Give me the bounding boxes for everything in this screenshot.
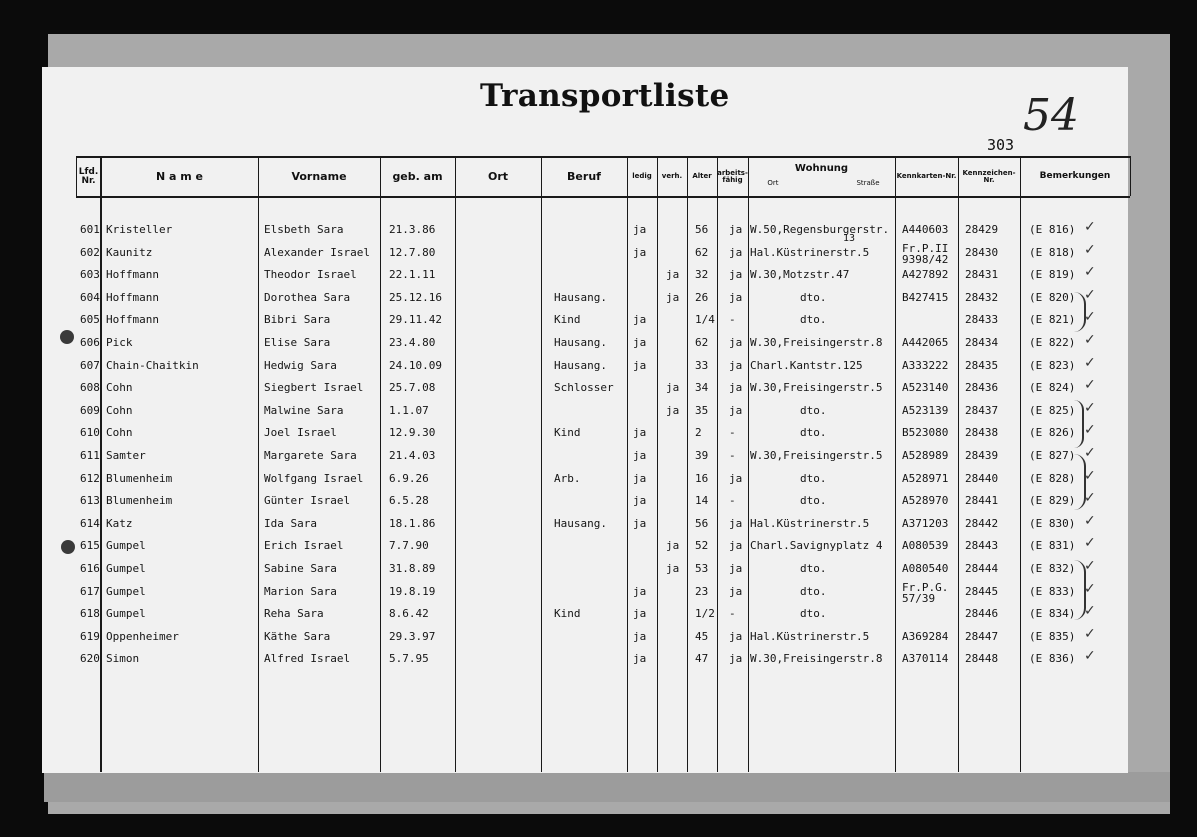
row-geb-am: 12.7.80	[389, 246, 436, 259]
table-rule-header	[76, 196, 1130, 198]
header-wohnung: Wohnung	[794, 162, 849, 174]
check-mark-icon: ✓	[1084, 603, 1096, 619]
row-arbeitsfaehig: ja	[729, 246, 743, 259]
header-ledig: ledig	[632, 172, 652, 181]
header-verh: verh.	[661, 172, 683, 181]
row-name: Gumpel	[106, 562, 146, 575]
row-kennzeichen-nr: 28443	[965, 539, 999, 552]
row-kennkarten-nr: A523139	[902, 404, 949, 417]
row-vorname: Joel Israel	[264, 426, 337, 439]
row-arbeitsfaehig: ja	[729, 291, 743, 304]
column-rule	[100, 156, 101, 772]
header-bemerkungen: Bemerkungen	[1039, 171, 1111, 182]
row-kennzeichen-nr: 28440	[965, 472, 999, 485]
page-number-handwritten: 54	[1023, 90, 1079, 141]
row-arbeitsfaehig: ja	[729, 381, 743, 394]
row-arbeitsfaehig: ja	[729, 562, 743, 575]
row-wohnung: dto.	[800, 494, 827, 507]
row-alter: 56	[695, 517, 709, 530]
row-alter: 14	[695, 494, 709, 507]
row-verh: ja	[666, 404, 680, 417]
row-kennzeichen-nr: 28435	[965, 359, 999, 372]
row-kennzeichen-nr: 28442	[965, 517, 999, 530]
row-ledig: ja	[633, 652, 647, 665]
row-vorname: Hedwig Sara	[264, 359, 337, 372]
row-wohnung: Charl.Savignyplatz 4	[750, 539, 883, 552]
row-arbeitsfaehig: ja	[729, 404, 743, 417]
row-arbeitsfaehig: -	[729, 494, 736, 507]
header-vorname: Vorname	[291, 170, 347, 184]
row-kennzeichen-nr: 28434	[965, 336, 999, 349]
row-beruf: Hausang.	[554, 359, 607, 372]
row-ledig: ja	[633, 223, 647, 236]
row-arbeitsfaehig: ja	[729, 630, 743, 643]
check-mark-icon: ✓	[1084, 355, 1096, 371]
row-alter: 2	[695, 426, 702, 439]
row-wohnung: Hal.Küstrinerstr.5	[750, 246, 870, 259]
row-kennkarten-nr: B523080	[902, 426, 949, 439]
row-ledig: ja	[633, 336, 647, 349]
row-bemerkungen: (E 834)	[1029, 607, 1076, 620]
header-kennzeichen-nr: Kennzeichen- Nr.	[962, 168, 1016, 184]
row-wohnung-cont: 13	[843, 233, 856, 244]
check-mark-icon: ✓	[1084, 558, 1096, 574]
row-wohnung: Charl.Kantstr.125	[750, 359, 863, 372]
row-kennkarten-nr: A528970	[902, 494, 949, 507]
row-kennzeichen-nr: 28432	[965, 291, 999, 304]
header-kennkarten-nr: Kennkarten-Nr.	[896, 172, 957, 181]
row-name: Hoffmann	[106, 291, 159, 304]
check-mark-icon: ✓	[1084, 219, 1096, 235]
row-ledig: ja	[633, 472, 647, 485]
row-alter: 47	[695, 652, 709, 665]
row-wohnung: Hal.Küstrinerstr.5	[750, 517, 870, 530]
row-bemerkungen: (E 829)	[1029, 494, 1076, 507]
row-vorname: Marion Sara	[264, 585, 337, 598]
row-ledig: ja	[633, 494, 647, 507]
row-arbeitsfaehig: -	[729, 313, 736, 326]
column-rule	[748, 156, 749, 772]
row-ledig: ja	[633, 585, 647, 598]
row-vorname: Günter Israel	[264, 494, 351, 507]
document-title: Transportliste	[480, 78, 730, 114]
row-wohnung: W.30,Freisingerstr.5	[750, 449, 883, 462]
row-arbeitsfaehig: ja	[729, 652, 743, 665]
row-kennkarten-nr: B427415	[902, 291, 949, 304]
row-arbeitsfaehig: ja	[729, 359, 743, 372]
column-rule	[687, 156, 688, 772]
row-geb-am: 29.11.42	[389, 313, 442, 326]
row-lfd-nr: 606	[80, 336, 100, 349]
row-lfd-nr: 615	[80, 539, 100, 552]
row-kennkarten-nr-cont: 9398/42	[902, 253, 949, 266]
row-vorname: Elsbeth Sara	[264, 223, 344, 236]
row-kennzeichen-nr: 28446	[965, 607, 999, 620]
check-mark-icon: ✓	[1084, 626, 1096, 642]
row-vorname: Bibri Sara	[264, 313, 331, 326]
header-wohnung-strasse: Straße	[856, 179, 880, 188]
header-arbeitsfaehig: arbeits- fähig	[717, 168, 748, 184]
row-beruf: Kind	[554, 313, 581, 326]
row-lfd-nr: 613	[80, 494, 100, 507]
check-mark-icon: ✓	[1084, 422, 1096, 438]
row-name: Katz	[106, 517, 133, 530]
row-geb-am: 8.6.42	[389, 607, 429, 620]
row-bemerkungen: (E 831)	[1029, 539, 1076, 552]
header-name: N a m e	[155, 170, 204, 184]
row-bemerkungen: (E 820)	[1029, 291, 1076, 304]
row-arbeitsfaehig: -	[729, 426, 736, 439]
header-geb-am: geb. am	[392, 170, 443, 184]
row-lfd-nr: 603	[80, 268, 100, 281]
row-vorname: Malwine Sara	[264, 404, 344, 417]
row-kennkarten-nr: A371203	[902, 517, 949, 530]
check-mark-icon: ✓	[1084, 513, 1096, 529]
row-kennzeichen-nr: 28430	[965, 246, 999, 259]
row-wohnung: dto.	[800, 426, 827, 439]
row-wohnung: W.50,Regensburgerstr.	[750, 223, 890, 236]
row-ledig: ja	[633, 607, 647, 620]
row-arbeitsfaehig: ja	[729, 336, 743, 349]
row-lfd-nr: 620	[80, 652, 100, 665]
row-lfd-nr: 608	[80, 381, 100, 394]
column-rule	[258, 156, 259, 772]
row-name: Gumpel	[106, 585, 146, 598]
row-beruf: Kind	[554, 607, 581, 620]
row-arbeitsfaehig: -	[729, 607, 736, 620]
row-kennzeichen-nr: 28437	[965, 404, 999, 417]
row-wohnung: dto.	[800, 291, 827, 304]
row-vorname: Alexander Israel	[264, 246, 370, 259]
row-geb-am: 24.10.09	[389, 359, 442, 372]
row-bemerkungen: (E 830)	[1029, 517, 1076, 530]
row-name: Pick	[106, 336, 133, 349]
row-bemerkungen: (E 816)	[1029, 223, 1076, 236]
row-kennzeichen-nr: 28444	[965, 562, 999, 575]
row-arbeitsfaehig: ja	[729, 268, 743, 281]
row-kennzeichen-nr: 28438	[965, 426, 999, 439]
row-alter: 62	[695, 336, 709, 349]
row-name: Hoffmann	[106, 268, 159, 281]
row-ledig: ja	[633, 449, 647, 462]
row-name: Cohn	[106, 381, 133, 394]
row-wohnung: dto.	[800, 472, 827, 485]
row-geb-am: 29.3.97	[389, 630, 436, 643]
row-verh: ja	[666, 381, 680, 394]
row-vorname: Erich Israel	[264, 539, 344, 552]
check-mark-icon: ✓	[1084, 287, 1096, 303]
row-alter: 26	[695, 291, 709, 304]
row-vorname: Elise Sara	[264, 336, 331, 349]
row-alter: 35	[695, 404, 709, 417]
row-alter: 34	[695, 381, 709, 394]
row-kennkarten-nr: A427892	[902, 268, 949, 281]
row-bemerkungen: (E 819)	[1029, 268, 1076, 281]
row-ledig: ja	[633, 517, 647, 530]
column-rule	[657, 156, 658, 772]
page-number-typed: 303	[987, 136, 1015, 154]
row-vorname: Sabine Sara	[264, 562, 337, 575]
row-name: Blumenheim	[106, 472, 173, 485]
check-mark-icon: ✓	[1084, 468, 1096, 484]
row-name: Kristeller	[106, 223, 173, 236]
row-lfd-nr: 611	[80, 449, 100, 462]
row-kennkarten-nr: A080540	[902, 562, 949, 575]
header-beruf: Beruf	[567, 170, 601, 184]
column-rule	[1130, 156, 1131, 196]
row-wohnung: dto.	[800, 313, 827, 326]
column-rule	[455, 156, 456, 772]
header-lfd-nr: Lfd. Nr.	[78, 166, 99, 186]
row-arbeitsfaehig: ja	[729, 223, 743, 236]
row-wohnung: W.30,Freisingerstr.8	[750, 336, 883, 349]
row-bemerkungen: (E 835)	[1029, 630, 1076, 643]
check-mark-icon: ✓	[1084, 264, 1096, 280]
row-alter: 39	[695, 449, 709, 462]
row-wohnung: dto.	[800, 585, 827, 598]
row-kennkarten-nr: A369284	[902, 630, 949, 643]
row-alter: 62	[695, 246, 709, 259]
row-kennzeichen-nr: 28436	[965, 381, 999, 394]
header-wohnung-ort: Ort	[767, 179, 779, 188]
handwritten-bracket-2	[1074, 400, 1084, 448]
row-ledig: ja	[633, 630, 647, 643]
row-geb-am: 6.5.28	[389, 494, 429, 507]
row-alter: 52	[695, 539, 709, 552]
row-kennkarten-nr: Fr.P.G.	[902, 581, 949, 594]
row-name: Kaunitz	[106, 246, 153, 259]
column-rule	[717, 156, 718, 772]
row-vorname: Wolfgang Israel	[264, 472, 364, 485]
row-geb-am: 23.4.80	[389, 336, 436, 349]
row-ledig: ja	[633, 359, 647, 372]
row-alter: 1/4	[695, 313, 715, 326]
row-ledig: ja	[633, 246, 647, 259]
row-geb-am: 21.3.86	[389, 223, 436, 236]
row-alter: 53	[695, 562, 709, 575]
row-kennkarten-nr: A333222	[902, 359, 949, 372]
row-name: Samter	[106, 449, 146, 462]
row-lfd-nr: 619	[80, 630, 100, 643]
row-vorname: Dorothea Sara	[264, 291, 351, 304]
row-bemerkungen: (E 836)	[1029, 652, 1076, 665]
row-name: Blumenheim	[106, 494, 173, 507]
check-mark-icon: ✓	[1084, 309, 1096, 325]
row-lfd-nr: 604	[80, 291, 100, 304]
row-arbeitsfaehig: -	[729, 449, 736, 462]
row-bemerkungen: (E 821)	[1029, 313, 1076, 326]
row-beruf: Hausang.	[554, 291, 607, 304]
row-kennzeichen-nr: 28439	[965, 449, 999, 462]
row-geb-am: 25.7.08	[389, 381, 436, 394]
row-lfd-nr: 605	[80, 313, 100, 326]
row-geb-am: 31.8.89	[389, 562, 436, 575]
row-name: Hoffmann	[106, 313, 159, 326]
row-name: Chain-Chaitkin	[106, 359, 199, 372]
row-alter: 16	[695, 472, 709, 485]
row-arbeitsfaehig: ja	[729, 517, 743, 530]
row-kennkarten-nr: A523140	[902, 381, 949, 394]
row-verh: ja	[666, 268, 680, 281]
row-kennzeichen-nr: 28441	[965, 494, 999, 507]
row-alter: 32	[695, 268, 709, 281]
check-mark-icon: ✓	[1084, 332, 1096, 348]
row-lfd-nr: 607	[80, 359, 100, 372]
row-vorname: Theodor Israel	[264, 268, 357, 281]
row-geb-am: 7.7.90	[389, 539, 429, 552]
row-wohnung: W.30,Freisingerstr.5	[750, 381, 883, 394]
row-arbeitsfaehig: ja	[729, 539, 743, 552]
column-rule	[627, 156, 628, 772]
column-rule	[541, 156, 542, 772]
row-geb-am: 6.9.26	[389, 472, 429, 485]
row-wohnung: dto.	[800, 607, 827, 620]
row-lfd-nr: 617	[80, 585, 100, 598]
row-vorname: Reha Sara	[264, 607, 324, 620]
row-alter: 56	[695, 223, 709, 236]
column-rule	[958, 156, 959, 772]
row-alter: 1/2	[695, 607, 715, 620]
row-wohnung: W.30,Motzstr.47	[750, 268, 850, 281]
check-mark-icon: ✓	[1084, 490, 1096, 506]
row-wohnung: dto.	[800, 562, 827, 575]
row-geb-am: 12.9.30	[389, 426, 436, 439]
row-kennkarten-nr: A528989	[902, 449, 949, 462]
row-vorname: Margarete Sara	[264, 449, 357, 462]
row-beruf: Kind	[554, 426, 581, 439]
row-name: Simon	[106, 652, 140, 665]
row-kennzeichen-nr: 28433	[965, 313, 999, 326]
row-alter: 33	[695, 359, 709, 372]
row-beruf: Schlosser	[554, 381, 614, 394]
row-geb-am: 19.8.19	[389, 585, 436, 598]
row-geb-am: 18.1.86	[389, 517, 436, 530]
header-ort: Ort	[487, 170, 509, 184]
check-mark-icon: ✓	[1084, 400, 1096, 416]
row-arbeitsfaehig: ja	[729, 472, 743, 485]
row-name: Cohn	[106, 426, 133, 439]
column-rule	[1020, 156, 1021, 772]
row-vorname: Käthe Sara	[264, 630, 331, 643]
row-kennkarten-nr: A370114	[902, 652, 949, 665]
row-geb-am: 21.4.03	[389, 449, 436, 462]
row-bemerkungen: (E 824)	[1029, 381, 1076, 394]
row-beruf: Hausang.	[554, 517, 607, 530]
row-kennkarten-nr: A440603	[902, 223, 949, 236]
row-ledig: ja	[633, 313, 647, 326]
row-lfd-nr: 618	[80, 607, 100, 620]
row-lfd-nr: 609	[80, 404, 100, 417]
check-mark-icon: ✓	[1084, 377, 1096, 393]
header-alter: Alter	[692, 172, 712, 181]
row-alter: 23	[695, 585, 709, 598]
row-kennzeichen-nr: 28431	[965, 268, 999, 281]
row-alter: 45	[695, 630, 709, 643]
row-bemerkungen: (E 828)	[1029, 472, 1076, 485]
row-verh: ja	[666, 562, 680, 575]
check-mark-icon: ✓	[1084, 581, 1096, 597]
row-bemerkungen: (E 826)	[1029, 426, 1076, 439]
row-lfd-nr: 601	[80, 223, 100, 236]
row-vorname: Siegbert Israel	[264, 381, 364, 394]
row-bemerkungen: (E 833)	[1029, 585, 1076, 598]
row-bemerkungen: (E 818)	[1029, 246, 1076, 259]
row-bemerkungen: (E 822)	[1029, 336, 1076, 349]
row-geb-am: 22.1.11	[389, 268, 436, 281]
row-geb-am: 25.12.16	[389, 291, 442, 304]
row-lfd-nr: 614	[80, 517, 100, 530]
row-lfd-nr: 602	[80, 246, 100, 259]
column-rule	[101, 156, 102, 772]
row-wohnung: dto.	[800, 404, 827, 417]
row-bemerkungen: (E 832)	[1029, 562, 1076, 575]
row-geb-am: 1.1.07	[389, 404, 429, 417]
row-name: Oppenheimer	[106, 630, 179, 643]
row-wohnung: Hal.Küstrinerstr.5	[750, 630, 870, 643]
row-beruf: Arb.	[554, 472, 581, 485]
row-verh: ja	[666, 291, 680, 304]
row-kennkarten-nr: Fr.P.II	[902, 242, 949, 255]
check-mark-icon: ✓	[1084, 648, 1096, 664]
check-mark-icon: ✓	[1084, 242, 1096, 258]
row-kennkarten-nr-cont: 57/39	[902, 592, 936, 605]
column-rule	[380, 156, 381, 772]
punch-hole-top	[60, 330, 74, 344]
row-beruf: Hausang.	[554, 336, 607, 349]
row-name: Gumpel	[106, 539, 146, 552]
row-ledig: ja	[633, 426, 647, 439]
row-kennkarten-nr: A528971	[902, 472, 949, 485]
row-lfd-nr: 610	[80, 426, 100, 439]
paper-backing-strip	[44, 772, 1170, 802]
column-rule	[895, 156, 896, 772]
punch-hole-bottom	[61, 540, 75, 554]
row-bemerkungen: (E 823)	[1029, 359, 1076, 372]
row-wohnung: W.30,Freisingerstr.8	[750, 652, 883, 665]
row-kennkarten-nr: A080539	[902, 539, 949, 552]
row-geb-am: 5.7.95	[389, 652, 429, 665]
row-kennkarten-nr: A442065	[902, 336, 949, 349]
row-name: Gumpel	[106, 607, 146, 620]
check-mark-icon: ✓	[1084, 445, 1096, 461]
row-kennzeichen-nr: 28447	[965, 630, 999, 643]
row-bemerkungen: (E 825)	[1029, 404, 1076, 417]
row-lfd-nr: 616	[80, 562, 100, 575]
row-arbeitsfaehig: ja	[729, 585, 743, 598]
row-kennzeichen-nr: 28445	[965, 585, 999, 598]
row-lfd-nr: 612	[80, 472, 100, 485]
row-kennzeichen-nr: 28429	[965, 223, 999, 236]
row-name: Cohn	[106, 404, 133, 417]
row-kennzeichen-nr: 28448	[965, 652, 999, 665]
row-verh: ja	[666, 539, 680, 552]
row-bemerkungen: (E 827)	[1029, 449, 1076, 462]
row-vorname: Ida Sara	[264, 517, 317, 530]
check-mark-icon: ✓	[1084, 535, 1096, 551]
row-vorname: Alfred Israel	[264, 652, 351, 665]
